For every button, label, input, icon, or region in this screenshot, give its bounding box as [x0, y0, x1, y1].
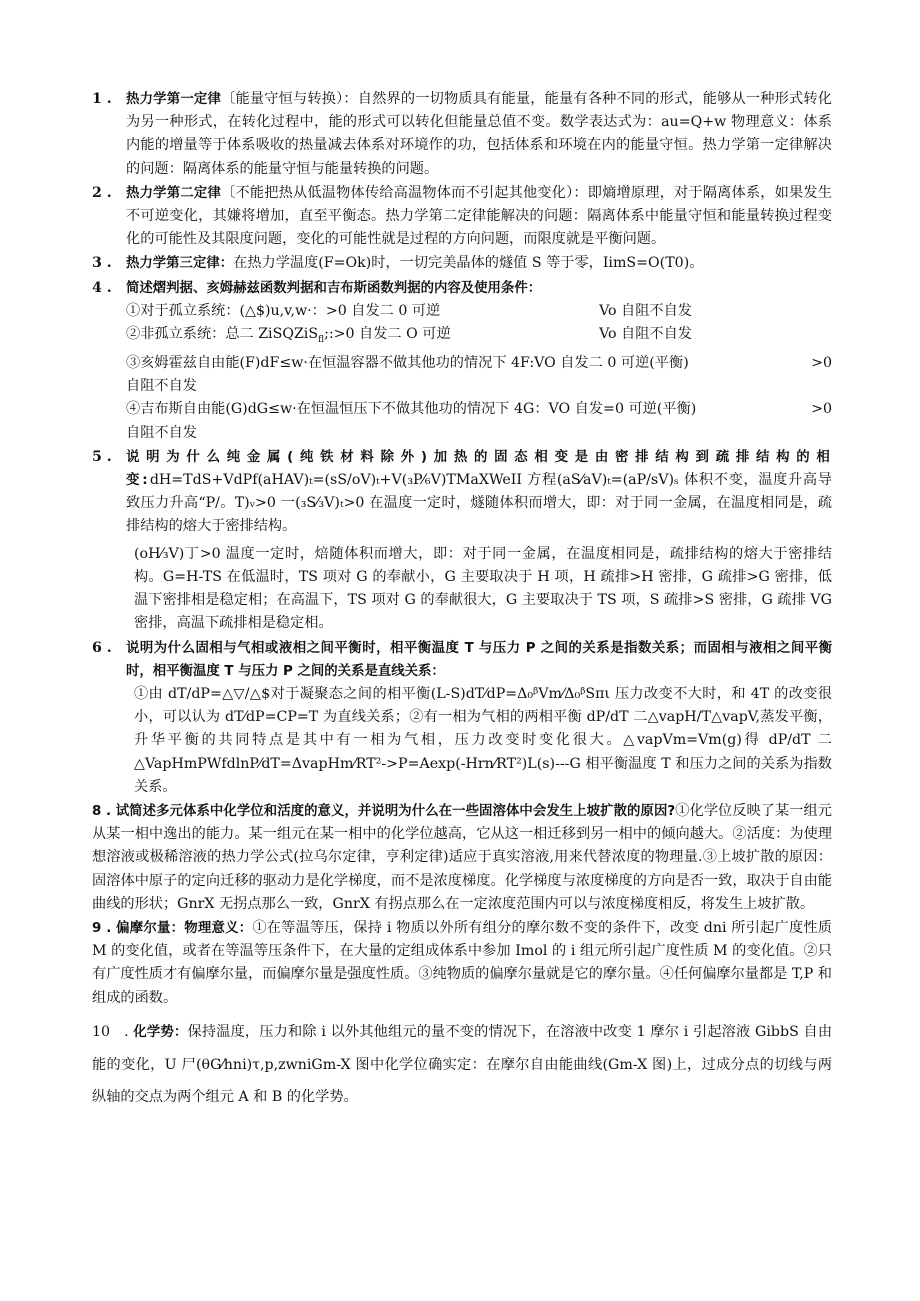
criteria-line-helmholtz: ③亥姆霍兹自由能(F)dF≤w·在恒温容器不做其他功的情况下 4F:VO 自发二 0 可逆(平衡) >0 自阻不自发 — [126, 355, 832, 395]
criteria-line-nonisolated: ②非孤立系统：总二 ZiSQZiS$_{fl}$;:>0 自发二 O 可逆 Vo 自阻不自发 — [126, 326, 692, 345]
item-title: 说明为什么纯金属(纯铁材料除外)加热的固态相变是由密排结构到疏排结构的相变: — [126, 449, 832, 489]
item-first-law — [92, 88, 832, 181]
criteria-line-gibbs: ④吉布斯自由能(G)dG≤w·在恒温恒压下不做其他功的情况下 4G：VO 自发=0 可逆(平衡) >0 自阻不自发 — [126, 401, 832, 441]
item-chemical-potential-activity — [92, 800, 832, 916]
item-phase-transition — [92, 446, 832, 636]
item-body: ①化学位反映了某一组元从某一相中逸出的能力。某一组元在某一相中的化学位越高，它从这一相迁移到另一相中的倾向越大。②活度：为使理想溶液或极稀溶液的热力学公式(拉乌尔定律，亨利定律)适应于真实溶液,用来代替浓度的物理量.③上坡扩散的原因：固溶体中原子的定向迁移的驱动力是化学梯度，而不是浓度梯度。化学梯度与浓度梯度的方向是否一致，取决于自由能曲线的形状；GnrX 无拐点那么一致，GnrX 有拐点那么在一定浓度范围内可以与浓度梯度相反，将发生上坡扩散。 — [92, 802, 832, 912]
item-partial-molar — [92, 917, 832, 1010]
item-title: 偏摩尔量：物理意义： — [116, 920, 253, 936]
item-second-law — [92, 182, 832, 252]
item-body: 在热力学温度(F=Ok)时，一切完美晶体的燧值 S 等于零，IimS=O(T0)。 — [233, 255, 704, 272]
item-title: 试简述多元体系中化学位和活度的意义，并说明为什么在一些固溶体中会发生上坡扩散的原因? — [115, 803, 676, 819]
item-phase-equilibrium — [92, 637, 832, 799]
item-third-law — [92, 252, 832, 275]
item-number: 1 . — [92, 91, 112, 107]
item-title: 热力学第一定律 — [126, 92, 222, 107]
item-chemical-potential — [92, 1016, 832, 1113]
item-number: 6 . — [92, 639, 112, 656]
item-number: 8 . — [92, 803, 112, 819]
document-page — [92, 88, 832, 1113]
item-body-continued: (oH⁄₃V)丁>0 温度一定时，焙随体积而增大，即：对于同一金属，在温度相同是，疏排结构的熔大于密排结构。G=H-TS 在低温时，TS 项对 G 的奉献小，G 主要取决于 H 项，H 疏排>H 密排，G 疏排>G 密排，低温下密排相是稳定相；在高温下，TS 项对 G 的奉献很大，G 主要取决于 TS 项，S 疏排>S 密排，G 疏排 VG 密排，高温下疏排相是稳定相。 — [134, 545, 832, 632]
item-title: 说明为什么固相与气相或液相之间平衡时，相平衡温度 T 与压力 P 之间的关系是指数关系；而固相与液相之间平衡时，相平衡温度 T 与压力 P 之间的关系是直线关系： — [126, 640, 832, 679]
item-number: 10 . — [92, 1023, 129, 1040]
item-body: 〔不能把热从低温物体传给高温物体而不引起其他变化）：即熵增原理，对于隔离体系，如果发生不可逆变化，其嫌将增加，直至平衡态。热力学第二定律能解决的问题：隔离体系中能量守恒和能量转换过程变化的可能性及其限度问题，变化的可能性就是过程的方向问题，而限度就是平衡问题。 — [126, 184, 832, 248]
item-number: 5 . — [92, 448, 112, 465]
item-number: 2 . — [92, 184, 112, 201]
item-number: 4 . — [92, 279, 112, 296]
item-body: 〔能量守恒与转换）：自然界的一切物质具有能量，能量有各种不同的形式，能够从一种形式转化为另一种形式，在转化过程中，能的形式可以转化但能量总值不变。数学表达式为：au=Q+w 物理意义：体系内能的增量等于体系吸收的热量减去体系对环境作的功，包括体系和环境在内的能量守恒。热力学第一定律解决的问题：隔离体系的能量守恒与能量转换的问题。 — [126, 91, 832, 177]
item-title: 简述熠判据、亥姆赫兹函数判据和吉布斯函数判据的内容及使用条件： — [126, 280, 542, 296]
item-criteria — [92, 277, 832, 445]
item-title: 化学势： — [133, 1024, 188, 1040]
criteria-line-isolated: ①对于孤立系统：(△$)u,v,w·：>0 自发二 0 可逆 Vo 自阻不自发 — [126, 302, 692, 319]
item-body: 保持温度，压力和除 i 以外其他组元的量不变的情况下，在溶液中改变 1 摩尔 i 引起溶液 GibbS 自由能的变化，U 尸(θG⁄hni)τ,p,zwniGm-X 图中化学位确实定：在摩尔自由能曲线(Gm-X 图)上，过成分点的切线与两纵轴的交点为两个组元 A 和 B 的化学势。 — [92, 1023, 833, 1105]
item-body: ①在等温等压，保持 i 物质以外所有组分的摩尔数不变的条件下，改变 dni 所引起广度性质 M 的变化值，或者在等温等压条件下，在大量的定组成体系中参加 Imol 的 i 组元所引起广度性质 M 的变化值。②只有广度性质才有偏摩尔量，而偏摩尔量是强度性质。③纯物质的偏摩尔量就是它的摩尔量。④任何偏摩尔量都是 T,P 和组成的函数。 — [92, 919, 833, 1006]
item-body: dH=TdS+VdPf(aHAV)ₜ=(sS/oV)ₜ+V(₃P⁄₆V)TMaXWeII 方程(aS⁄aV)ₜ=(aP/sV)ₛ 体积不变，温度升高导致压力升高“P/。T)ᵥ>0 一(₃S⁄₃V)ₜ>0 在温度一定时，燧随体积而增大，即：对于同一金属，在温度相同是，疏排结构的熔大于密排结构。 — [126, 472, 832, 535]
item-body: ①由 dT/dP=△▽/△$对于凝聚态之间的相平衡(L-S)dT⁄dP=Δ₀ᵝVm⁄Δ₀ᵝSπι 压力改变不大时，和 4T 的改变很小，可以认为 dT⁄dP=CP=T 为直线关系；②有一相为气相的两相平衡 dP/dT 二△vapH/T△vapV,蒸发平衡，升华平衡的共同特点是其中有一相为气相，压力改变时变化很大。△vapVm=Vm(g)得 dP/dT 二△VapHmPWfdlnP⁄dT=ΔvapHm⁄RT²->P=Aexp(-Hrn⁄RT²)L(s)---G 相平衡温度 T 和压力之间的关系为指数关系。 — [134, 685, 832, 795]
item-number: 3 . — [92, 255, 112, 272]
item-number: 9 . — [92, 920, 112, 936]
item-title: 热力学第三定律： — [126, 256, 234, 272]
item-title: 热力学第二定律 — [126, 185, 222, 201]
